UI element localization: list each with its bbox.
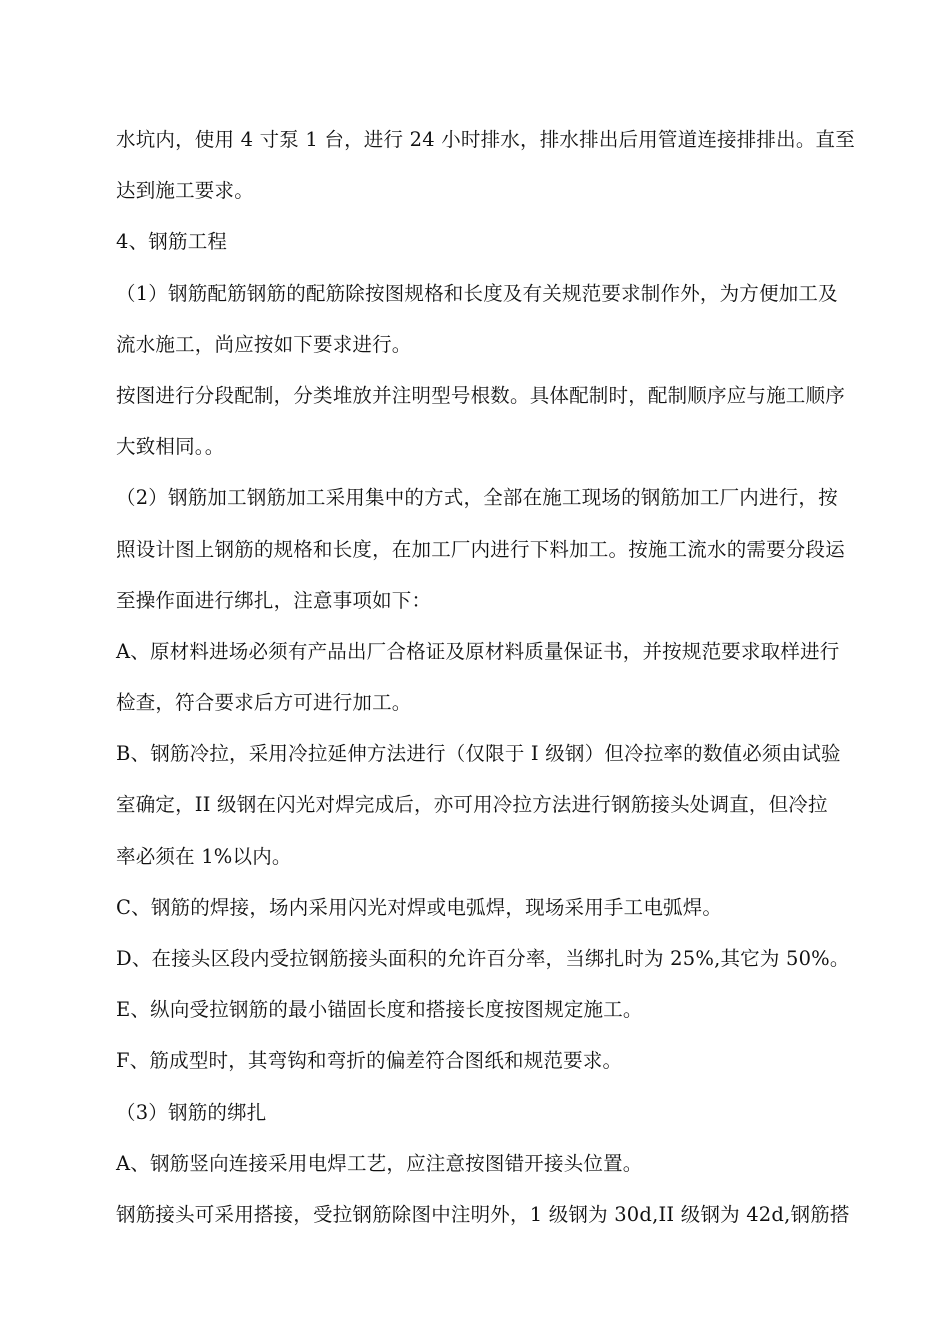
document-body bbox=[116, 114, 940, 1240]
text-line: （2）钢筋加工钢筋加工采用集中的方式，全部在施工现场的钢筋加工厂内进行，按 bbox=[116, 486, 838, 510]
text-line: E、纵向受拉钢筋的最小锚固长度和搭接长度按图规定施工。 bbox=[116, 998, 643, 1022]
text-line: 流水施工，尚应按如下要求进行。 bbox=[116, 332, 412, 356]
subsection-heading: （3）钢筋的绑扎 bbox=[116, 1100, 267, 1124]
text-line: C、钢筋的焊接，场内采用闪光对焊或电弧焊，现场采用手工电弧焊。 bbox=[116, 895, 723, 919]
text-line: 按图进行分段配制，分类堆放并注明型号根数。具体配制时，配制顺序应与施工顺序 bbox=[116, 383, 845, 407]
text-line: B、钢筋冷拉，采用冷拉延伸方法进行（仅限于 I 级钢）但冷拉率的数值必须由试验 bbox=[116, 742, 841, 766]
text-line: 照设计图上钢筋的规格和长度，在加工厂内进行下料加工。按施工流水的需要分段运 bbox=[116, 537, 845, 561]
text-line: 率必须在 1%以内。 bbox=[116, 844, 292, 868]
text-line: F、筋成型时，其弯钩和弯折的偏差符合图纸和规范要求。 bbox=[116, 1049, 623, 1073]
text-line: 水坑内，使用 4 寸泵 1 台，进行 24 小时排水，排水排出后用管道连接排排出。直至 bbox=[116, 128, 855, 151]
text-line: 至操作面进行绑扎，注意事项如下： bbox=[116, 588, 432, 612]
text-line: D、在接头区段内受拉钢筋接头面积的允许百分率，当绑扎时为 25%,其它为 50%。 bbox=[116, 947, 850, 970]
text-line: 钢筋接头可采用搭接，受拉钢筋除图中注明外，1 级钢为 30d,II 级钢为 42d,钢筋搭 bbox=[116, 1202, 850, 1226]
text-line: 室确定，II 级钢在闪光对焊完成后，亦可用冷拉方法进行钢筋接头处调直，但冷拉 bbox=[116, 793, 828, 817]
section-heading: 4、钢筋工程 bbox=[116, 230, 228, 254]
text-line: A、原材料进场必须有产品出厂合格证及原材料质量保证书，并按规范要求取样进行 bbox=[116, 639, 840, 663]
text-line: 达到施工要求。 bbox=[116, 179, 254, 203]
text-line: （1）钢筋配筋钢筋的配筋除按图规格和长度及有关规范要求制作外，为方便加工及 bbox=[116, 281, 838, 305]
text-line: 大致相同。。 bbox=[116, 435, 225, 459]
text-line: 检查，符合要求后方可进行加工。 bbox=[116, 691, 412, 715]
text-line: A、钢筋竖向连接采用电焊工艺，应注意按图错开接头位置。 bbox=[116, 1151, 643, 1175]
